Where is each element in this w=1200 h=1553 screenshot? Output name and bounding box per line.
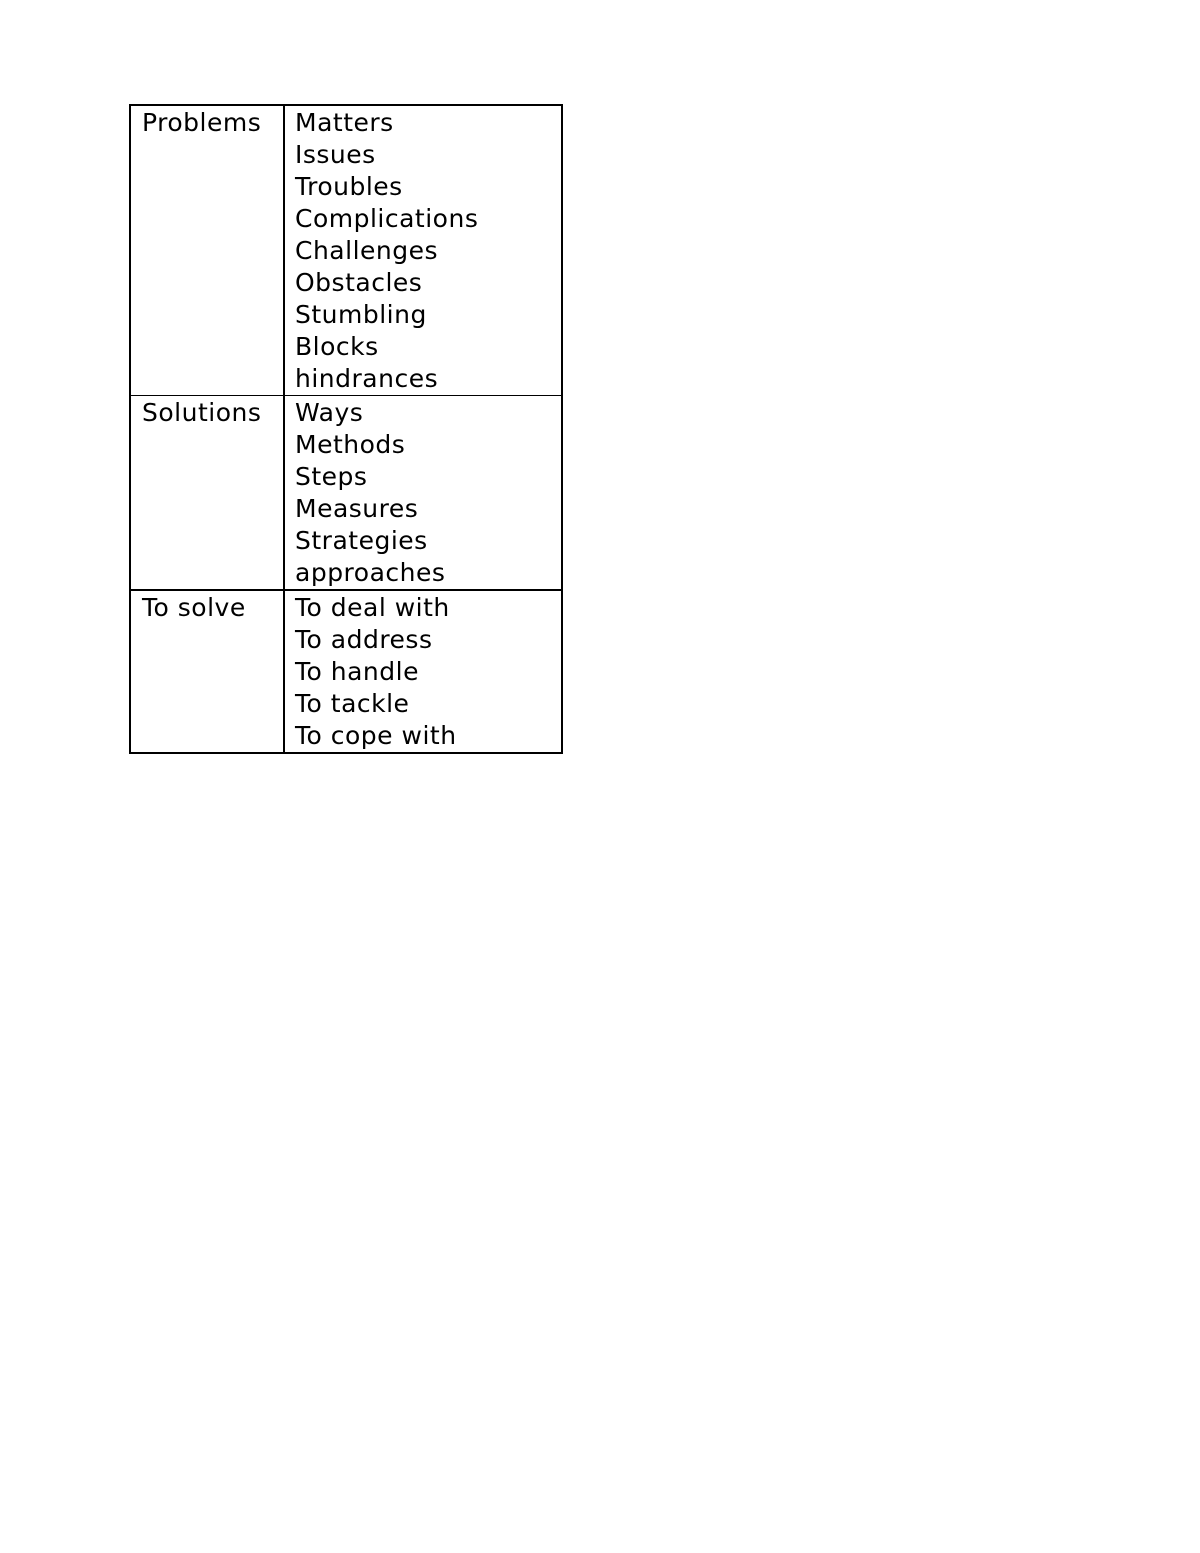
table-row-problems [130, 105, 562, 396]
table-row-solutions [130, 396, 562, 591]
synonym-word: To handle [295, 657, 419, 686]
synonyms-cell [284, 396, 562, 591]
synonym-word: Steps [295, 462, 368, 491]
synonym-word: To address [295, 625, 433, 654]
synonym-word: hindrances [295, 364, 439, 393]
synonym-word: Stumbling [295, 300, 427, 329]
term-cell [130, 105, 284, 396]
synonym-word: approaches [295, 558, 446, 587]
term-cell [130, 590, 284, 753]
synonym-word: Methods [295, 430, 406, 459]
synonym-word: To deal with [295, 593, 450, 622]
synonym-word: Matters [295, 108, 394, 137]
synonyms-table [129, 104, 563, 754]
synonym-word: To tackle [295, 689, 410, 718]
synonym-word: Troubles [295, 172, 403, 201]
synonyms-cell [284, 105, 562, 396]
term-label: To solve [142, 593, 246, 622]
term-label: Solutions [142, 398, 262, 427]
synonym-word: Complications [295, 204, 479, 233]
synonym-word: Obstacles [295, 268, 423, 297]
synonyms-cell [284, 590, 562, 753]
synonym-word: Measures [295, 494, 419, 523]
synonym-word: Strategies [295, 526, 428, 555]
synonym-word: Issues [295, 140, 376, 169]
synonym-word: Challenges [295, 236, 439, 265]
term-label: Problems [142, 108, 262, 137]
term-cell [130, 396, 284, 591]
table-row-to-solve [130, 590, 562, 753]
synonym-word: Ways [295, 398, 364, 427]
synonym-word: Blocks [295, 332, 379, 361]
synonym-word: To cope with [295, 721, 457, 750]
